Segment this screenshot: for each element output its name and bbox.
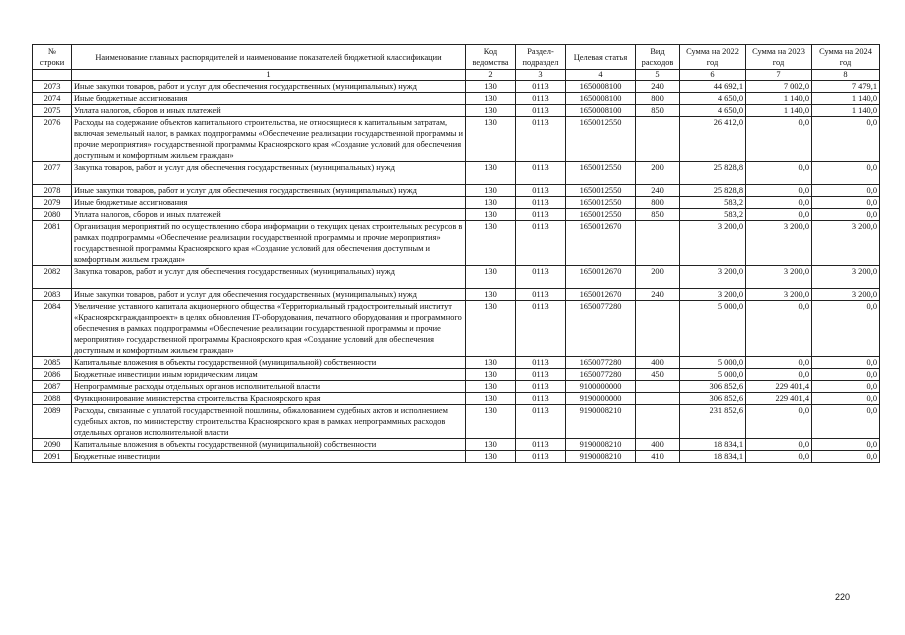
col-number: 3 (516, 70, 566, 81)
budget-table (32, 44, 880, 463)
cell-sum-2023: 0,0 (746, 451, 812, 463)
cell-dept-code: 130 (466, 117, 516, 162)
cell-dept-code: 130 (466, 451, 516, 463)
cell-exp-type: 400 (636, 357, 680, 369)
cell-name: Уплата налогов, сборов и иных платежей (72, 105, 466, 117)
table-row (33, 185, 880, 197)
table-row (33, 209, 880, 221)
header-name: Наименование главных распорядителей и наименование показателей бюджетной классификации (72, 45, 466, 70)
cell-dept-code: 130 (466, 439, 516, 451)
cell-sum-2023: 0,0 (746, 301, 812, 357)
cell-target: 9100000000 (566, 381, 636, 393)
cell-sum-2022: 3 200,0 (680, 266, 746, 289)
cell-exp-type: 410 (636, 451, 680, 463)
cell-row-no: 2087 (33, 381, 72, 393)
cell-sum-2023: 0,0 (746, 405, 812, 439)
cell-dept-code: 130 (466, 81, 516, 93)
cell-sum-2022: 583,2 (680, 209, 746, 221)
cell-name: Непрограммные расходы отдельных органов исполнительной власти (72, 381, 466, 393)
cell-name: Расходы, связанные с уплатой государственной пошлины, обжалованием судебных актов и исполнением судебных актов, по министерству строительства Красноярского края в рамках непрограммных расходов отдельных органов исполнительной власти (72, 405, 466, 439)
col-number: 8 (812, 70, 880, 81)
cell-sum-2022: 25 828,8 (680, 185, 746, 197)
cell-sum-2024: 0,0 (812, 117, 880, 162)
table-row (33, 105, 880, 117)
cell-target: 9190000000 (566, 393, 636, 405)
cell-sum-2024: 0,0 (812, 197, 880, 209)
cell-sum-2024: 0,0 (812, 209, 880, 221)
cell-sum-2023: 0,0 (746, 197, 812, 209)
table-row (33, 266, 880, 289)
cell-section: 0113 (516, 81, 566, 93)
cell-row-no: 2085 (33, 357, 72, 369)
cell-section: 0113 (516, 357, 566, 369)
cell-sum-2024: 0,0 (812, 393, 880, 405)
cell-section: 0113 (516, 451, 566, 463)
header-sum-2023: Сумма на 2023 год (746, 45, 812, 70)
header-exp-type: Вид расходов (636, 45, 680, 70)
cell-section: 0113 (516, 117, 566, 162)
cell-exp-type: 240 (636, 185, 680, 197)
cell-name: Организация мероприятий по осуществлению сбора информации о текущих ценах строительных ресурсов в рамках подпрограммы «Обеспечение реализации государственной программы и прочие мероприятия» государственной программы Красноярского края «Создание условий для обеспечения доступным и комфортным жильем граждан» (72, 221, 466, 266)
cell-exp-type (636, 117, 680, 162)
table-row (33, 439, 880, 451)
cell-dept-code: 130 (466, 301, 516, 357)
cell-sum-2023: 3 200,0 (746, 289, 812, 301)
cell-dept-code: 130 (466, 185, 516, 197)
cell-sum-2023: 1 140,0 (746, 105, 812, 117)
cell-exp-type: 240 (636, 289, 680, 301)
cell-sum-2023: 0,0 (746, 162, 812, 185)
cell-section: 0113 (516, 93, 566, 105)
cell-section: 0113 (516, 289, 566, 301)
cell-section: 0113 (516, 162, 566, 185)
table-row (33, 81, 880, 93)
cell-sum-2022: 583,2 (680, 197, 746, 209)
cell-section: 0113 (516, 369, 566, 381)
cell-sum-2024: 1 140,0 (812, 93, 880, 105)
cell-sum-2023: 229 401,4 (746, 393, 812, 405)
cell-section: 0113 (516, 209, 566, 221)
header-row (33, 45, 880, 70)
cell-exp-type (636, 381, 680, 393)
cell-sum-2022: 25 828,8 (680, 162, 746, 185)
cell-target: 1650008100 (566, 81, 636, 93)
cell-dept-code: 130 (466, 221, 516, 266)
header-sum-2022: Сумма на 2022 год (680, 45, 746, 70)
cell-name: Закупка товаров, работ и услуг для обеспечения государственных (муниципальных) нужд (72, 266, 466, 289)
table-row (33, 162, 880, 185)
cell-row-no: 2073 (33, 81, 72, 93)
cell-dept-code: 130 (466, 197, 516, 209)
cell-dept-code: 130 (466, 289, 516, 301)
cell-name: Иные бюджетные ассигнования (72, 93, 466, 105)
table-row (33, 221, 880, 266)
cell-section: 0113 (516, 301, 566, 357)
table-row (33, 393, 880, 405)
cell-sum-2022: 4 650,0 (680, 93, 746, 105)
page-number: 220 (834, 592, 850, 602)
cell-target: 1650077280 (566, 357, 636, 369)
col-number: 5 (636, 70, 680, 81)
cell-dept-code: 130 (466, 209, 516, 221)
cell-section: 0113 (516, 405, 566, 439)
cell-target: 9190008210 (566, 405, 636, 439)
cell-target: 1650012670 (566, 266, 636, 289)
cell-target: 1650012550 (566, 162, 636, 185)
col-number: 6 (680, 70, 746, 81)
cell-exp-type: 450 (636, 369, 680, 381)
cell-section: 0113 (516, 393, 566, 405)
cell-dept-code: 130 (466, 162, 516, 185)
cell-sum-2024: 3 200,0 (812, 266, 880, 289)
cell-row-no: 2075 (33, 105, 72, 117)
cell-name: Бюджетные инвестиции иным юридическим лицам (72, 369, 466, 381)
cell-sum-2024: 0,0 (812, 162, 880, 185)
cell-target: 1650012670 (566, 289, 636, 301)
cell-row-no: 2082 (33, 266, 72, 289)
cell-target: 1650012670 (566, 221, 636, 266)
cell-row-no: 2077 (33, 162, 72, 185)
cell-sum-2023: 229 401,4 (746, 381, 812, 393)
table-row (33, 289, 880, 301)
cell-sum-2022: 18 834,1 (680, 439, 746, 451)
cell-target: 1650012550 (566, 209, 636, 221)
cell-target: 1650077280 (566, 369, 636, 381)
cell-row-no: 2084 (33, 301, 72, 357)
cell-sum-2023: 0,0 (746, 209, 812, 221)
cell-name: Капитальные вложения в объекты государственной (муниципальной) собственности (72, 357, 466, 369)
cell-sum-2023: 0,0 (746, 369, 812, 381)
table-row (33, 93, 880, 105)
cell-name: Иные бюджетные ассигнования (72, 197, 466, 209)
cell-target: 1650012550 (566, 197, 636, 209)
cell-sum-2022: 18 834,1 (680, 451, 746, 463)
cell-exp-type (636, 393, 680, 405)
cell-row-no: 2076 (33, 117, 72, 162)
cell-row-no: 2078 (33, 185, 72, 197)
col-number: 1 (72, 70, 466, 81)
cell-exp-type: 850 (636, 105, 680, 117)
cell-sum-2024: 0,0 (812, 381, 880, 393)
cell-row-no: 2074 (33, 93, 72, 105)
table-row (33, 381, 880, 393)
cell-row-no: 2090 (33, 439, 72, 451)
table-row (33, 357, 880, 369)
cell-sum-2024: 3 200,0 (812, 221, 880, 266)
cell-sum-2024: 0,0 (812, 405, 880, 439)
column-number-row (33, 70, 880, 81)
cell-dept-code: 130 (466, 369, 516, 381)
cell-section: 0113 (516, 197, 566, 209)
cell-exp-type (636, 405, 680, 439)
cell-row-no: 2088 (33, 393, 72, 405)
cell-sum-2022: 231 852,6 (680, 405, 746, 439)
cell-exp-type: 800 (636, 197, 680, 209)
cell-sum-2022: 5 000,0 (680, 369, 746, 381)
cell-row-no: 2089 (33, 405, 72, 439)
cell-dept-code: 130 (466, 266, 516, 289)
cell-dept-code: 130 (466, 105, 516, 117)
cell-section: 0113 (516, 105, 566, 117)
cell-name: Капитальные вложения в объекты государственной (муниципальной) собственности (72, 439, 466, 451)
cell-exp-type: 850 (636, 209, 680, 221)
cell-name: Бюджетные инвестиции (72, 451, 466, 463)
cell-dept-code: 130 (466, 93, 516, 105)
cell-target: 1650008100 (566, 93, 636, 105)
cell-target: 1650012550 (566, 185, 636, 197)
cell-dept-code: 130 (466, 405, 516, 439)
header-dept-code: Код ведомства (466, 45, 516, 70)
cell-sum-2022: 3 200,0 (680, 221, 746, 266)
cell-sum-2023: 0,0 (746, 357, 812, 369)
col-number: 7 (746, 70, 812, 81)
cell-sum-2024: 0,0 (812, 451, 880, 463)
cell-name: Иные закупки товаров, работ и услуг для обеспечения государственных (муниципальных) нужд (72, 185, 466, 197)
cell-target: 1650077280 (566, 301, 636, 357)
cell-section: 0113 (516, 266, 566, 289)
cell-exp-type (636, 301, 680, 357)
cell-exp-type: 200 (636, 162, 680, 185)
cell-dept-code: 130 (466, 381, 516, 393)
cell-section: 0113 (516, 381, 566, 393)
cell-sum-2022: 4 650,0 (680, 105, 746, 117)
cell-row-no: 2083 (33, 289, 72, 301)
table-body (33, 81, 880, 463)
cell-row-no: 2091 (33, 451, 72, 463)
cell-name: Функционирование министерства строительства Красноярского края (72, 393, 466, 405)
table-row (33, 405, 880, 439)
cell-target: 1650008100 (566, 105, 636, 117)
cell-sum-2023: 0,0 (746, 439, 812, 451)
cell-target: 9190008210 (566, 439, 636, 451)
cell-sum-2024: 1 140,0 (812, 105, 880, 117)
cell-sum-2022: 5 000,0 (680, 301, 746, 357)
cell-name: Иные закупки товаров, работ и услуг для обеспечения государственных (муниципальных) нужд (72, 81, 466, 93)
cell-sum-2024: 0,0 (812, 185, 880, 197)
cell-sum-2022: 44 692,1 (680, 81, 746, 93)
cell-sum-2024: 0,0 (812, 369, 880, 381)
cell-exp-type: 200 (636, 266, 680, 289)
cell-sum-2023: 0,0 (746, 117, 812, 162)
cell-sum-2022: 306 852,6 (680, 381, 746, 393)
table-row (33, 197, 880, 209)
cell-section: 0113 (516, 221, 566, 266)
cell-row-no: 2079 (33, 197, 72, 209)
cell-sum-2023: 3 200,0 (746, 221, 812, 266)
cell-sum-2022: 26 412,0 (680, 117, 746, 162)
cell-sum-2022: 3 200,0 (680, 289, 746, 301)
cell-section: 0113 (516, 439, 566, 451)
cell-sum-2022: 5 000,0 (680, 357, 746, 369)
cell-sum-2023: 7 002,0 (746, 81, 812, 93)
cell-row-no: 2080 (33, 209, 72, 221)
col-number: 2 (466, 70, 516, 81)
budget-table-sheet (32, 44, 879, 463)
cell-exp-type: 800 (636, 93, 680, 105)
cell-sum-2023: 3 200,0 (746, 266, 812, 289)
cell-target: 1650012550 (566, 117, 636, 162)
cell-dept-code: 130 (466, 393, 516, 405)
cell-exp-type: 240 (636, 81, 680, 93)
cell-name: Расходы на содержание объектов капитального строительства, не относящиеся к капитальным затратам, включая земельный налог, в рамках подпрограммы «Обеспечение реализации государственной программы и прочие мероприятия» государственной программы Красноярского края «Создание условий для обеспечения доступным и комфортным жильем граждан» (72, 117, 466, 162)
cell-row-no: 2086 (33, 369, 72, 381)
header-section: Раздел-подраздел (516, 45, 566, 70)
col-number: 4 (566, 70, 636, 81)
cell-exp-type: 400 (636, 439, 680, 451)
cell-sum-2024: 3 200,0 (812, 289, 880, 301)
cell-name: Закупка товаров, работ и услуг для обеспечения государственных (муниципальных) нужд (72, 162, 466, 185)
table-row (33, 451, 880, 463)
cell-exp-type (636, 221, 680, 266)
cell-sum-2024: 7 479,1 (812, 81, 880, 93)
cell-dept-code: 130 (466, 357, 516, 369)
cell-sum-2024: 0,0 (812, 301, 880, 357)
header-sum-2024: Сумма на 2024 год (812, 45, 880, 70)
header-row-no: № строки (33, 45, 72, 70)
cell-sum-2024: 0,0 (812, 439, 880, 451)
header-target: Целевая статья (566, 45, 636, 70)
cell-sum-2024: 0,0 (812, 357, 880, 369)
cell-sum-2023: 0,0 (746, 185, 812, 197)
cell-sum-2022: 306 852,6 (680, 393, 746, 405)
cell-section: 0113 (516, 185, 566, 197)
cell-name: Иные закупки товаров, работ и услуг для обеспечения государственных (муниципальных) нужд (72, 289, 466, 301)
table-row (33, 369, 880, 381)
cell-target: 9190008210 (566, 451, 636, 463)
cell-name: Уплата налогов, сборов и иных платежей (72, 209, 466, 221)
cell-name: Увеличение уставного капитала акционерного общества «Территориальный градостроительный институт «Красноярскгражданпроект» в целях обновления IT-оборудования, печатного оборудования и программного обеспечения в рамках подпрограммы «Обеспечение реализации государственной программы и прочие мероприятия» государственной программы Красноярского края «Создание условий для обеспечения доступным и комфортным жильем граждан» (72, 301, 466, 357)
table-row (33, 301, 880, 357)
table-row (33, 117, 880, 162)
col-number (33, 70, 72, 81)
cell-sum-2023: 1 140,0 (746, 93, 812, 105)
cell-row-no: 2081 (33, 221, 72, 266)
